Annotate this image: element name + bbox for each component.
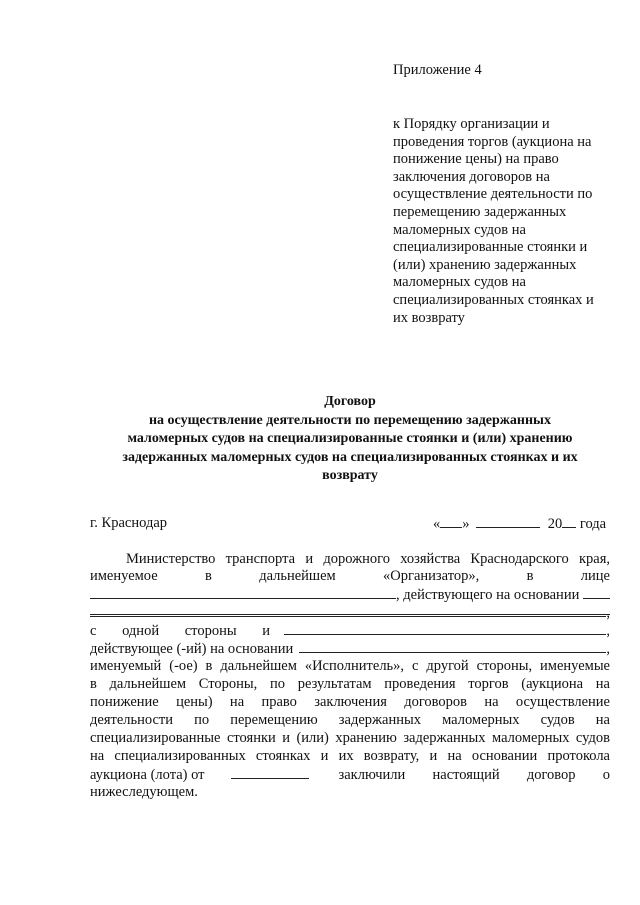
word: лице	[580, 568, 610, 584]
representative-blank	[90, 586, 396, 599]
contractor-blank	[284, 622, 606, 635]
year-suffix: года	[579, 516, 607, 532]
body-line-11: специализированные стоянки и (или) хранению задержанных маломерных судов	[90, 730, 610, 746]
basis-continuation-blank	[90, 604, 606, 617]
basis-blank	[583, 586, 610, 599]
body-line-1: Министерство транспорта и дорожного хозяйства Краснодарского края,	[126, 551, 610, 567]
body-line-10: деятельности по перемещению задержанных маломерных судов на	[90, 712, 610, 728]
appendix-line: специализированных стоянках и	[393, 291, 594, 308]
appendix-line: перемещению задержанных	[393, 203, 567, 220]
other-party-words	[90, 623, 270, 640]
appendix-line: маломерных судов на	[393, 274, 526, 291]
word: в	[205, 568, 212, 584]
body-line-2	[90, 568, 610, 586]
body-line-14: нижеследующем.	[90, 784, 198, 800]
word: дальнейшем	[259, 568, 336, 584]
body-line-13	[90, 766, 610, 784]
title-line: маломерных судов на специализированные стоянки и (или) хранению	[127, 431, 573, 446]
appendix-line: проведения торгов (аукциона на	[393, 133, 592, 150]
appendix-line: заключения договоров на	[393, 168, 550, 185]
comma: ,	[606, 605, 610, 621]
month-blank	[476, 515, 540, 528]
auction-from-text: аукциона (лота) от	[90, 767, 205, 783]
day-blank	[440, 515, 462, 528]
body-line-3	[90, 586, 610, 604]
body-line-7: именуемый (-ое) в дальнейшем «Исполнитель», с другой стороны, именуемые	[90, 658, 610, 674]
word: с	[90, 623, 97, 639]
appendix-line: специализированные стоянки и	[393, 239, 588, 256]
comma: ,	[606, 641, 610, 657]
body-line-6	[90, 640, 610, 658]
acting-basis-2: действующее (-ий) на основании	[90, 641, 294, 657]
body-line-9: понижение цены) на право заключения договоров на осуществление	[90, 694, 610, 710]
title-line: возврату	[322, 468, 378, 483]
word: именуемое	[90, 568, 158, 584]
city: г. Краснодар	[90, 515, 168, 531]
acting-basis-text: , действующего на основании	[396, 587, 580, 603]
appendix-line: осуществление деятельности по	[393, 186, 593, 203]
appendix-line: понижение цены) на право	[393, 151, 559, 168]
contractor-basis-blank	[299, 640, 606, 653]
word: стороны	[184, 623, 237, 639]
title-line: на осуществление деятельности по перемещению задержанных	[148, 412, 551, 428]
body-line-5	[90, 622, 610, 640]
appendix-reference	[393, 116, 615, 327]
appendix-line: (или) хранению задержанных	[393, 256, 577, 273]
date-line	[433, 515, 606, 533]
body-line-8: в дальнейшем Стороны, по результатам проведения торгов (аукциона на	[90, 676, 610, 692]
title-line: задержанных маломерных судов на специализированных стоянках и их	[122, 449, 578, 465]
word: в	[526, 568, 534, 584]
separator-line	[90, 612, 610, 615]
word: «Организатор»,	[383, 568, 480, 584]
body-line-12: на специализированных стоянках и их возврату, и на основании протокола	[90, 748, 610, 764]
appendix-label: Приложение 4	[393, 62, 482, 78]
appendix-line: маломерных судов на	[393, 221, 526, 238]
appendix-line: к Порядку организации и	[393, 116, 550, 132]
word: одной	[122, 623, 160, 639]
word: и	[262, 623, 270, 639]
document-title	[60, 393, 640, 486]
year-blank	[562, 515, 576, 528]
appendix-line: их возврату	[393, 309, 465, 326]
concluded-text: заключили настоящий договор о	[338, 767, 610, 783]
title-line: Договор	[324, 394, 376, 409]
year-prefix: 20	[547, 516, 563, 532]
date-close-quote: »	[462, 516, 470, 532]
date-open-quote: «	[433, 516, 441, 532]
comma: ,	[606, 623, 610, 639]
protocol-date-blank	[231, 766, 309, 779]
